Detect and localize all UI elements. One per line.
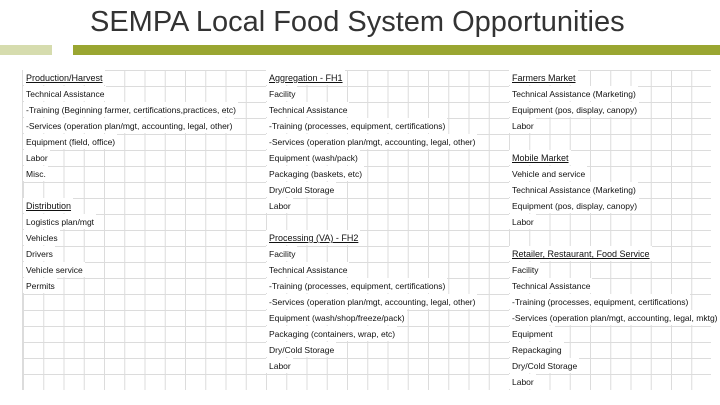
table-cell: Equipment (wash/pack) (266, 150, 360, 165)
table-cell: Vehicles (23, 230, 60, 245)
table-cell: Dry/Cold Storage (266, 342, 336, 357)
table-cell: -Training (Beginning farmer, certifications,practices, etc) (23, 102, 238, 117)
table-cell: Equipment (pos, display, canopy) (509, 102, 639, 117)
table-cell: Repackaging (509, 342, 564, 357)
table-cell: Dry/Cold Storage (509, 358, 579, 373)
table-cell: Packaging (containers, wrap, etc) (266, 326, 397, 341)
accent-bar (73, 45, 720, 55)
slide-title: SEMPA Local Food System Opportunities (90, 6, 625, 38)
table-cell: Technical Assistance (Marketing) (509, 86, 638, 101)
table-cell: Technical Assistance (509, 278, 592, 293)
table-cell: Labor (266, 358, 293, 373)
table-cell: Misc. (23, 166, 48, 181)
table-cell: Labor (509, 118, 536, 133)
table-cell: Technical Assistance (266, 102, 349, 117)
table-cell: Facility (266, 246, 297, 261)
table-cell: Equipment (wash/shop/freeze/pack) (266, 310, 407, 325)
table-cell: -Training (processes, equipment, certifications) (509, 294, 690, 309)
section-header: Production/Harvest (23, 70, 105, 85)
section-header: Aggregation - FH1 (266, 70, 345, 85)
section-header: Farmers Market (509, 70, 578, 85)
table-cell: Permits (23, 278, 57, 293)
table-cell: Labor (23, 150, 50, 165)
table-cell: Equipment (field, office) (23, 134, 117, 149)
table-cell: Labor (266, 198, 293, 213)
section-header: Mobile Market (509, 150, 571, 165)
table-cell: Labor (509, 214, 536, 229)
table-cell: Dry/Cold Storage (266, 182, 336, 197)
table-cell: -Training (processes, equipment, certifications) (266, 278, 447, 293)
table-cell: Technical Assistance (Marketing) (509, 182, 638, 197)
section-header: Distribution (23, 198, 73, 213)
table-cell: Logistics plan/mgt (23, 214, 96, 229)
table-cell: Equipment (pos, display, canopy) (509, 198, 639, 213)
table-cell: Packaging (baskets, etc) (266, 166, 364, 181)
table-cell: -Services (operation plan/mgt, accounting, legal, other) (266, 134, 477, 149)
table-cell: Technical Assistance (266, 262, 349, 277)
table-cell: Drivers (23, 246, 55, 261)
table-cell: -Services (operation plan/mgt, accounting, legal, mktg) (509, 310, 720, 325)
table-cell: Labor (509, 374, 536, 389)
table-cell: Facility (509, 262, 540, 277)
table-cell: Vehicle and service (509, 166, 587, 181)
table-cell: Equipment (509, 326, 555, 341)
accent-square (0, 45, 52, 55)
spreadsheet-table (22, 70, 718, 390)
table-cell: Facility (266, 86, 297, 101)
table-cell: Technical Assistance (23, 86, 106, 101)
table-cell: -Services (operation plan/mgt, accounting, legal, other) (266, 294, 477, 309)
section-header: Retailer, Restaurant, Food Service (509, 246, 652, 261)
table-cell: -Training (processes, equipment, certifications) (266, 118, 447, 133)
table-cell: -Services (operation plan/mgt, accounting, legal, other) (23, 118, 234, 133)
table-cell: Vehicle service (23, 262, 85, 277)
section-header: Processing (VA) - FH2 (266, 230, 360, 245)
